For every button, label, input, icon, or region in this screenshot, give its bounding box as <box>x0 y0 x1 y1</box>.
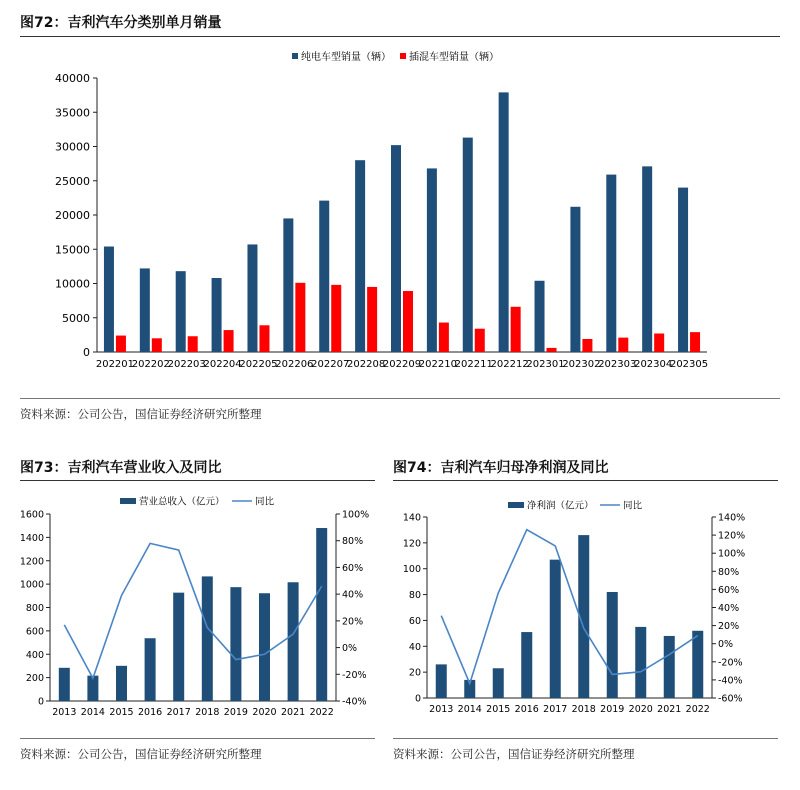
fig73-x-tick-label: 2016 <box>138 707 163 718</box>
fig72-y-tick-label: 30000 <box>55 140 90 154</box>
fig73-y-tick-label-left: 800 <box>25 603 44 614</box>
fig74-bar <box>550 560 561 698</box>
fig73-y-tick-label-left: 1000 <box>19 579 44 591</box>
fig73-x-tick-label: 2014 <box>80 707 105 718</box>
fig73-source: 资料来源：公司公告，国信证券经济研究所整理 <box>20 747 262 761</box>
fig74-x-tick-label: 2013 <box>429 704 454 715</box>
fig73-y-tick-label-right: 0% <box>342 643 358 655</box>
fig72-x-tick-label: 202209 <box>382 359 422 370</box>
fig72-title: 图72：吉利汽车分类别单月销量 <box>20 15 222 31</box>
fig73-x-tick-label: 2021 <box>281 707 306 718</box>
fig74-y-tick-label-right: -60% <box>718 693 743 705</box>
fig73-y-tick-label-left: 200 <box>25 673 44 685</box>
fig73-x-tick-label: 2020 <box>252 707 277 718</box>
fig72-y-tick-label: 25000 <box>55 174 90 188</box>
fig74-y-tick-label-right: 100% <box>718 548 746 560</box>
fig73-x-tick-label: 2013 <box>52 707 77 718</box>
fig72-x-tick-label: 202208 <box>347 359 386 370</box>
fig74-y-tick-label-left: 60 <box>408 615 421 627</box>
fig74-source: 资料来源：公司公告，国信证券经济研究所整理 <box>393 747 635 761</box>
fig72-y-tick-label: 20000 <box>55 209 90 222</box>
fig74-y-tick-label-right: 60% <box>718 584 740 596</box>
fig74-y-tick-label-left: 140 <box>402 512 421 524</box>
fig74-source-rule <box>393 738 778 739</box>
fig74-x-tick-label: 2021 <box>657 704 682 715</box>
fig74-y-tick-label-right: -40% <box>718 675 743 687</box>
fig73-y-tick-label-right: 20% <box>342 616 364 628</box>
fig74-y-tick-label-left: 20 <box>408 667 421 679</box>
fig74-bar <box>607 592 618 698</box>
fig74-x-tick-label: 2014 <box>457 704 482 715</box>
fig74-y-tick-label-right: 140% <box>718 512 746 524</box>
fig74-y-tick-label-right: 40% <box>718 603 740 614</box>
fig74-y-tick-label-left: 80 <box>408 590 421 602</box>
fig74-y-tick-label-left: 100 <box>402 564 421 576</box>
fig73-x-tick-label: 2015 <box>109 707 134 718</box>
fig72-legend-label: 纯电车型销量（辆） <box>301 52 391 63</box>
fig73-y-tick-label-left: 1200 <box>19 556 44 568</box>
fig72-x-tick-label: 202202 <box>131 359 170 370</box>
fig72-x-tick-label: 202303 <box>598 359 637 370</box>
fig73-legend-bar-label: 营业总收入（亿元） <box>139 496 225 508</box>
fig72-source: 资料来源：公司公告，国信证券经济研究所整理 <box>20 407 262 421</box>
fig73-y-tick-label-left: 400 <box>25 649 44 661</box>
fig73-legend-line-label: 同比 <box>255 496 275 508</box>
fig73-y-tick-label-right: 40% <box>342 589 364 601</box>
fig72-x-tick-label: 202205 <box>239 359 278 370</box>
fig73-x-tick-label: 2019 <box>223 707 248 718</box>
fig72-x-tick-label: 202206 <box>275 359 314 370</box>
fig72-x-tick-label: 202204 <box>203 359 242 370</box>
fig73-y-tick-label-left: 1600 <box>19 509 44 521</box>
fig74-bar <box>521 632 532 698</box>
fig73-y-tick-label-right: -40% <box>342 696 367 708</box>
fig74-x-tick-label: 2022 <box>685 704 710 715</box>
fig74-y-tick-label-left: 40 <box>408 641 421 653</box>
fig74-bar <box>635 627 646 698</box>
fig74-legend-bar-swatch <box>508 502 524 508</box>
fig74-y-tick-label-right: 120% <box>718 530 746 542</box>
fig74-x-tick-label: 2015 <box>486 704 511 715</box>
fig74-yoy-line <box>441 530 698 684</box>
fig73-x-tick-label: 2017 <box>166 707 191 718</box>
fig73-y-tick-label-left: 1400 <box>19 532 44 544</box>
fig74-title: 图74：吉利汽车归母净利润及同比 <box>393 460 609 476</box>
fig73-y-tick-label-left: 0 <box>37 696 44 708</box>
fig74-x-tick-label: 2019 <box>600 704 625 715</box>
fig72-y-tick-label: 0 <box>83 346 90 359</box>
fig74-bar <box>436 664 447 698</box>
fig72-y-tick-label: 15000 <box>55 243 90 257</box>
fig74-y-tick-label-left: 0 <box>414 693 421 705</box>
fig74-y-tick-label-right: 80% <box>718 566 740 578</box>
fig74-y-tick-label-right: -20% <box>718 657 743 669</box>
fig73-y-tick-label-right: 80% <box>342 536 364 548</box>
fig72-y-tick-label: 10000 <box>55 277 90 291</box>
fig72-x-tick-label: 202211 <box>454 359 493 370</box>
fig72-y-tick-label: 40000 <box>55 72 90 85</box>
fig74-y-tick-label-right: 0% <box>718 639 734 651</box>
fig74-x-tick-label: 2017 <box>543 704 568 715</box>
fig72-y-tick-label: 5000 <box>62 311 90 325</box>
fig72-x-tick-label: 202301 <box>526 359 565 370</box>
fig72-x-tick-label: 202304 <box>634 359 673 370</box>
fig72-x-tick-label: 202305 <box>669 359 709 370</box>
fig74-y-tick-label-left: 120 <box>402 538 421 550</box>
fig73-y-tick-label-right: -20% <box>342 669 367 681</box>
fig74-bar <box>692 631 703 698</box>
fig74-x-tick-label: 2018 <box>571 704 596 715</box>
fig72-x-tick-label: 202201 <box>95 359 135 370</box>
fig74-x-tick-label: 2016 <box>514 704 539 715</box>
fig73-y-tick-label-right: 100% <box>342 509 370 521</box>
fig73-y-tick-label-right: 60% <box>342 562 364 574</box>
fig72-x-tick-label: 202212 <box>490 359 529 370</box>
fig73-x-tick-label: 2022 <box>309 707 334 718</box>
fig73-x-tick-label: 2018 <box>195 707 220 718</box>
fig73-title: 图73：吉利汽车营业收入及同比 <box>20 460 222 476</box>
fig74-legend-bar-label: 净利润（亿元） <box>527 500 594 512</box>
fig74-bar <box>664 636 675 698</box>
fig72-x-tick-label: 202207 <box>311 359 350 370</box>
fig74-legend-line-label: 同比 <box>623 500 643 512</box>
fig74-y-tick-label-right: 20% <box>718 621 740 633</box>
fig73-y-tick-label-left: 600 <box>25 626 44 638</box>
fig72-legend-label: 插混车型销量（辆） <box>409 52 499 63</box>
fig72-x-tick-label: 202210 <box>418 359 457 370</box>
fig72-x-tick-label: 202302 <box>562 359 601 370</box>
fig74-bar <box>493 668 504 698</box>
fig74-x-tick-label: 2020 <box>628 704 653 715</box>
fig72-y-tick-label: 35000 <box>55 106 90 120</box>
fig72-x-tick-label: 202203 <box>167 359 206 370</box>
